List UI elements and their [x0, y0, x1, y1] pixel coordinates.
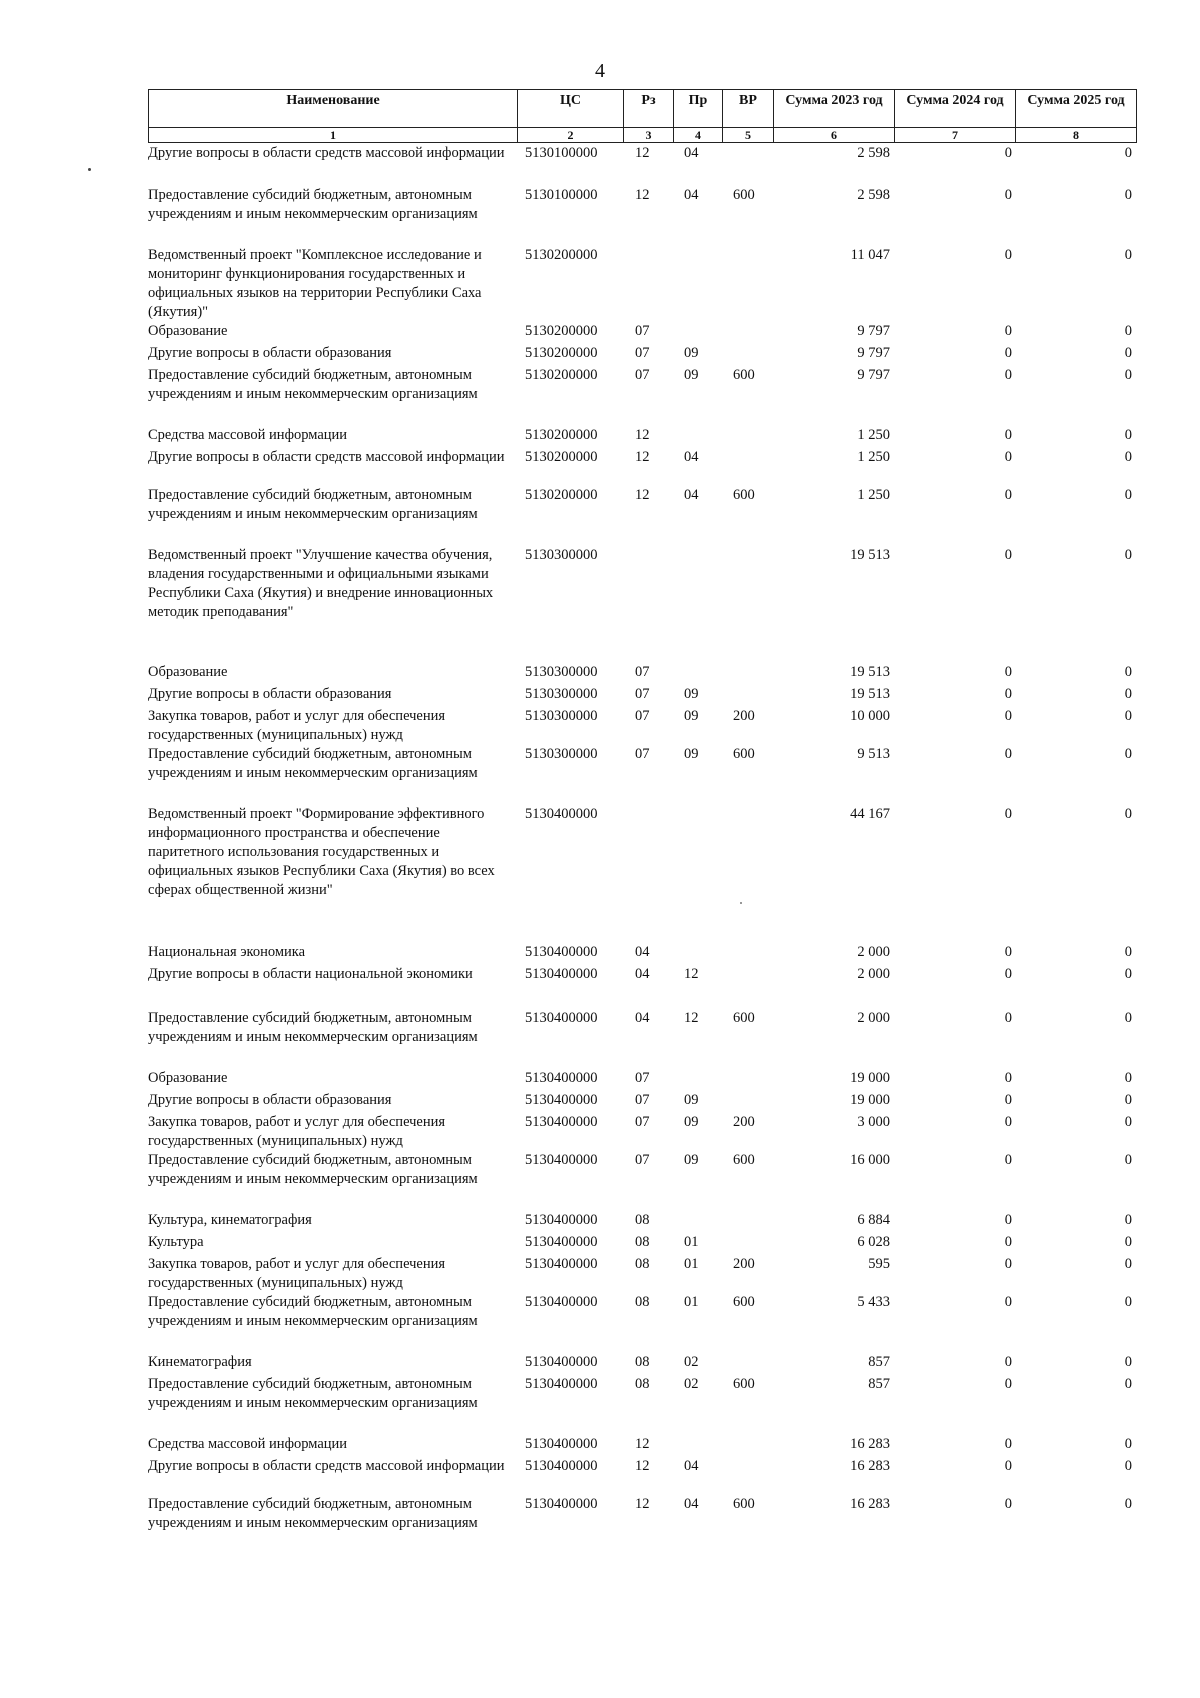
- row-sum-2024: 0: [1004, 686, 1012, 702]
- row-pr: 09: [684, 345, 699, 361]
- row-sum-2023: 19 513: [850, 686, 890, 702]
- row-sum-2024: 0: [1004, 746, 1012, 762]
- row-sum-2023: 44 167: [850, 806, 890, 822]
- row-sum-2023: 11 047: [850, 247, 890, 263]
- row-name: Предоставление субсидий бюджетным, автономным учреждениям и иным некоммерческим организациям: [148, 1496, 478, 1531]
- row-sum-2024: 0: [1004, 345, 1012, 361]
- row-cs: 5130400000: [525, 1376, 598, 1392]
- row-sum-2024: 0: [1004, 547, 1012, 563]
- row-sum-2023: 857: [868, 1354, 890, 1370]
- header-cs: ЦС: [518, 90, 624, 128]
- row-vr: 600: [733, 1496, 755, 1512]
- row-sum-2023: 9 797: [857, 323, 890, 339]
- row-pr: 09: [684, 1152, 699, 1168]
- row-sum-2024: 0: [1004, 449, 1012, 465]
- row-rz: 12: [635, 449, 650, 465]
- row-cs: 5130400000: [525, 1256, 598, 1272]
- row-vr: 600: [733, 1010, 755, 1026]
- row-cs: 5130200000: [525, 323, 598, 339]
- row-sum-2023: 9 513: [857, 746, 890, 762]
- row-sum-2025: 0: [1124, 1354, 1132, 1370]
- header-num: 7: [895, 128, 1016, 143]
- row-sum-2023: 1 250: [857, 487, 890, 503]
- row-sum-2023: 6 884: [857, 1212, 890, 1228]
- row-sum-2025: 0: [1124, 187, 1132, 203]
- header-num: 4: [674, 128, 723, 143]
- row-rz: 04: [635, 944, 650, 960]
- row-rz: 07: [635, 323, 650, 339]
- row-sum-2024: 0: [1004, 1294, 1012, 1310]
- row-name: Другие вопросы в области средств массовой информации: [148, 145, 505, 161]
- row-cs: 5130200000: [525, 449, 598, 465]
- row-sum-2024: 0: [1004, 1114, 1012, 1130]
- table-row: [148, 1211, 1140, 1233]
- row-rz: 08: [635, 1354, 650, 1370]
- row-sum-2024: 0: [1004, 944, 1012, 960]
- row-pr: 09: [684, 367, 699, 383]
- row-rz: 07: [635, 1092, 650, 1108]
- row-sum-2024: 0: [1004, 1256, 1012, 1272]
- row-vr: 600: [733, 367, 755, 383]
- row-name: Культура, кинематография: [148, 1212, 312, 1228]
- row-pr: 12: [684, 966, 699, 982]
- table-row: [148, 1293, 1140, 1331]
- row-sum-2025: 0: [1124, 1234, 1132, 1250]
- row-pr: 01: [684, 1256, 699, 1272]
- row-sum-2025: 0: [1124, 1152, 1132, 1168]
- row-name: Предоставление субсидий бюджетным, автономным учреждениям и иным некоммерческим организациям: [148, 187, 478, 222]
- row-pr: 04: [684, 187, 699, 203]
- header-name: Наименование: [149, 90, 518, 128]
- row-name: Образование: [148, 323, 228, 339]
- table-row: [148, 805, 1140, 921]
- table-row: [148, 663, 1140, 685]
- row-vr: 600: [733, 1152, 755, 1168]
- row-sum-2024: 0: [1004, 1354, 1012, 1370]
- table-row: [148, 1435, 1140, 1457]
- row-cs: 5130400000: [525, 806, 598, 822]
- row-sum-2025: 0: [1124, 1212, 1132, 1228]
- row-sum-2025: 0: [1124, 145, 1132, 161]
- row-name: Другие вопросы в области образования: [148, 345, 392, 361]
- row-name: Другие вопросы в области средств массовой информации: [148, 449, 505, 465]
- row-cs: 5130400000: [525, 1436, 598, 1452]
- table-row: [148, 486, 1140, 524]
- row-cs: 5130300000: [525, 547, 598, 563]
- row-pr: 04: [684, 449, 699, 465]
- row-cs: 5130200000: [525, 247, 598, 263]
- row-sum-2023: 5 433: [857, 1294, 890, 1310]
- row-pr: 09: [684, 1092, 699, 1108]
- row-cs: 5130400000: [525, 1070, 598, 1086]
- row-pr: 04: [684, 145, 699, 161]
- row-cs: 5130400000: [525, 1010, 598, 1026]
- scan-speck: [88, 168, 91, 171]
- row-sum-2025: 0: [1124, 1496, 1132, 1512]
- row-cs: 5130400000: [525, 1496, 598, 1512]
- table-row: [148, 144, 1140, 182]
- header-num: 3: [624, 128, 674, 143]
- row-sum-2023: 16 000: [850, 1152, 890, 1168]
- header-num: 1: [149, 128, 518, 143]
- row-sum-2023: 2 598: [857, 145, 890, 161]
- row-pr: 12: [684, 1010, 699, 1026]
- row-rz: 07: [635, 367, 650, 383]
- row-sum-2025: 0: [1124, 1458, 1132, 1474]
- row-sum-2023: 3 000: [857, 1114, 890, 1130]
- row-rz: 12: [635, 187, 650, 203]
- row-rz: 08: [635, 1256, 650, 1272]
- row-cs: 5130400000: [525, 1294, 598, 1310]
- row-pr: 02: [684, 1376, 699, 1392]
- table-row: [148, 1009, 1140, 1047]
- row-sum-2025: 0: [1124, 427, 1132, 443]
- row-sum-2024: 0: [1004, 1458, 1012, 1474]
- row-name: Предоставление субсидий бюджетным, автономным учреждениям и иным некоммерческим организациям: [148, 367, 478, 402]
- row-sum-2025: 0: [1124, 944, 1132, 960]
- row-sum-2024: 0: [1004, 1092, 1012, 1108]
- row-sum-2023: 16 283: [850, 1496, 890, 1512]
- table-body: [148, 144, 1140, 1533]
- table-row: [148, 426, 1140, 448]
- table-row: [148, 1255, 1140, 1293]
- table-row: [148, 186, 1140, 224]
- table-row: [148, 1457, 1140, 1495]
- row-vr: 600: [733, 187, 755, 203]
- row-name: Ведомственный проект "Комплексное исследование и мониторинг функционирования государственных и официальных языков на территории Республики Саха (Якутия)": [148, 247, 482, 320]
- row-pr: 09: [684, 708, 699, 724]
- row-name: Средства массовой информации: [148, 427, 348, 443]
- table-row: [148, 1151, 1140, 1189]
- table-row: [148, 1113, 1140, 1151]
- table-row: [148, 1233, 1140, 1255]
- row-rz: 12: [635, 487, 650, 503]
- row-rz: 12: [635, 145, 650, 161]
- table-row: [148, 1375, 1140, 1413]
- row-sum-2024: 0: [1004, 1496, 1012, 1512]
- row-rz: 07: [635, 708, 650, 724]
- header-num: 2: [518, 128, 624, 143]
- row-sum-2025: 0: [1124, 686, 1132, 702]
- row-name: Предоставление субсидий бюджетным, автономным учреждениям и иным некоммерческим организациям: [148, 1376, 478, 1411]
- row-name: Другие вопросы в области национальной экономики: [148, 966, 473, 982]
- header-vr: ВР: [723, 90, 774, 128]
- table-row: [148, 1069, 1140, 1091]
- row-rz: 07: [635, 1070, 650, 1086]
- row-name: Образование: [148, 664, 228, 680]
- row-sum-2025: 0: [1124, 345, 1132, 361]
- header-sum-2025: Сумма 2025 год: [1016, 90, 1137, 128]
- table-row: [148, 707, 1140, 745]
- row-sum-2023: 19 000: [850, 1092, 890, 1108]
- row-rz: 12: [635, 1458, 650, 1474]
- header-sum-2024: Сумма 2024 год: [895, 90, 1016, 128]
- row-rz: 12: [635, 1436, 650, 1452]
- row-sum-2023: 16 283: [850, 1436, 890, 1452]
- row-vr: 600: [733, 1294, 755, 1310]
- row-cs: 5130400000: [525, 1152, 598, 1168]
- row-sum-2025: 0: [1124, 449, 1132, 465]
- row-pr: 01: [684, 1294, 699, 1310]
- row-sum-2023: 2 000: [857, 966, 890, 982]
- row-sum-2025: 0: [1124, 367, 1132, 383]
- row-sum-2024: 0: [1004, 1152, 1012, 1168]
- row-sum-2024: 0: [1004, 247, 1012, 263]
- row-rz: 07: [635, 345, 650, 361]
- row-sum-2023: 16 283: [850, 1458, 890, 1474]
- row-sum-2023: 2 000: [857, 1010, 890, 1026]
- row-sum-2024: 0: [1004, 427, 1012, 443]
- row-sum-2023: 19 513: [850, 664, 890, 680]
- row-pr: 04: [684, 1496, 699, 1512]
- row-cs: 5130100000: [525, 187, 598, 203]
- row-sum-2023: 2 598: [857, 187, 890, 203]
- row-name: Кинематография: [148, 1354, 252, 1370]
- row-rz: 07: [635, 1152, 650, 1168]
- row-cs: 5130400000: [525, 1114, 598, 1130]
- row-sum-2025: 0: [1124, 323, 1132, 339]
- row-cs: 5130400000: [525, 1458, 598, 1474]
- row-sum-2025: 0: [1124, 547, 1132, 563]
- row-rz: 04: [635, 1010, 650, 1026]
- table-row: [148, 1091, 1140, 1113]
- row-sum-2025: 0: [1124, 1114, 1132, 1130]
- header-rz: Рз: [624, 90, 674, 128]
- row-rz: 12: [635, 1496, 650, 1512]
- row-rz: 07: [635, 686, 650, 702]
- row-cs: 5130200000: [525, 367, 598, 383]
- row-vr: 200: [733, 1114, 755, 1130]
- row-sum-2024: 0: [1004, 806, 1012, 822]
- row-sum-2024: 0: [1004, 145, 1012, 161]
- row-sum-2025: 0: [1124, 247, 1132, 263]
- row-sum-2024: 0: [1004, 487, 1012, 503]
- row-cs: 5130400000: [525, 944, 598, 960]
- row-name: Средства массовой информации: [148, 1436, 348, 1452]
- row-name: Предоставление субсидий бюджетным, автономным учреждениям и иным некоммерческим организациям: [148, 746, 478, 781]
- row-rz: 08: [635, 1234, 650, 1250]
- row-vr: 600: [733, 746, 755, 762]
- row-name: Предоставление субсидий бюджетным, автономным учреждениям и иным некоммерческим организациям: [148, 1294, 478, 1329]
- row-pr: 02: [684, 1354, 699, 1370]
- table-row: [148, 366, 1140, 404]
- row-cs: 5130200000: [525, 345, 598, 361]
- row-sum-2024: 0: [1004, 1070, 1012, 1086]
- row-sum-2023: 9 797: [857, 367, 890, 383]
- row-rz: 08: [635, 1294, 650, 1310]
- row-sum-2025: 0: [1124, 1256, 1132, 1272]
- row-vr: 200: [733, 1256, 755, 1272]
- row-cs: 5130100000: [525, 145, 598, 161]
- row-cs: 5130300000: [525, 708, 598, 724]
- row-sum-2025: 0: [1124, 487, 1132, 503]
- table-row: [148, 1495, 1140, 1533]
- row-cs: 5130400000: [525, 966, 598, 982]
- row-name: Культура: [148, 1234, 204, 1250]
- row-vr: 200: [733, 708, 755, 724]
- row-vr: 600: [733, 487, 755, 503]
- row-rz: 04: [635, 966, 650, 982]
- row-pr: 04: [684, 487, 699, 503]
- row-sum-2023: 857: [868, 1376, 890, 1392]
- row-sum-2024: 0: [1004, 1010, 1012, 1026]
- table-row: [148, 546, 1140, 641]
- row-sum-2025: 0: [1124, 1070, 1132, 1086]
- row-sum-2023: 1 250: [857, 427, 890, 443]
- row-sum-2024: 0: [1004, 1212, 1012, 1228]
- row-name: Национальная экономика: [148, 944, 306, 960]
- table-row: [148, 943, 1140, 965]
- row-rz: 07: [635, 1114, 650, 1130]
- row-sum-2023: 19 513: [850, 547, 890, 563]
- row-sum-2025: 0: [1124, 1436, 1132, 1452]
- table-header: [148, 89, 1137, 143]
- row-sum-2024: 0: [1004, 323, 1012, 339]
- row-rz: 12: [635, 427, 650, 443]
- row-sum-2023: 1 250: [857, 449, 890, 465]
- row-name: Образование: [148, 1070, 228, 1086]
- row-name: Предоставление субсидий бюджетным, автономным учреждениям и иным некоммерческим организациям: [148, 1152, 478, 1187]
- table-row: [148, 745, 1140, 783]
- table-row: [148, 246, 1140, 322]
- row-cs: 5130400000: [525, 1234, 598, 1250]
- table-row: [148, 322, 1140, 344]
- row-cs: 5130200000: [525, 487, 598, 503]
- row-sum-2024: 0: [1004, 1436, 1012, 1452]
- row-sum-2024: 0: [1004, 664, 1012, 680]
- row-pr: 04: [684, 1458, 699, 1474]
- row-name: Другие вопросы в области средств массовой информации: [148, 1458, 505, 1474]
- row-sum-2023: 19 000: [850, 1070, 890, 1086]
- row-sum-2025: 0: [1124, 664, 1132, 680]
- table-row: [148, 685, 1140, 707]
- header-num: 5: [723, 128, 774, 143]
- row-name: Предоставление субсидий бюджетным, автономным учреждениям и иным некоммерческим организациям: [148, 487, 478, 522]
- row-name: Другие вопросы в области образования: [148, 1092, 392, 1108]
- row-sum-2025: 0: [1124, 1010, 1132, 1026]
- header-num: 6: [774, 128, 895, 143]
- scan-speck: [740, 902, 742, 904]
- header-sum-2023: Сумма 2023 год: [774, 90, 895, 128]
- row-sum-2024: 0: [1004, 1234, 1012, 1250]
- row-sum-2024: 0: [1004, 966, 1012, 982]
- row-sum-2025: 0: [1124, 966, 1132, 982]
- row-cs: 5130300000: [525, 686, 598, 702]
- row-sum-2024: 0: [1004, 367, 1012, 383]
- row-sum-2023: 10 000: [850, 708, 890, 724]
- row-sum-2025: 0: [1124, 806, 1132, 822]
- row-cs: 5130300000: [525, 746, 598, 762]
- row-cs: 5130400000: [525, 1092, 598, 1108]
- row-cs: 5130400000: [525, 1354, 598, 1370]
- row-pr: 09: [684, 686, 699, 702]
- row-cs: 5130400000: [525, 1212, 598, 1228]
- row-name: Закупка товаров, работ и услуг для обеспечения государственных (муниципальных) нужд: [148, 1256, 446, 1291]
- row-name: Ведомственный проект "Улучшение качества обучения, владения государственными и официальными языками Республики Саха (Якутия) и внедрение инновационных методик преподавания": [148, 547, 494, 620]
- row-sum-2024: 0: [1004, 708, 1012, 724]
- row-sum-2024: 0: [1004, 1376, 1012, 1392]
- row-rz: 07: [635, 746, 650, 762]
- table-row: [148, 448, 1140, 486]
- row-cs: 5130200000: [525, 427, 598, 443]
- row-rz: 08: [635, 1376, 650, 1392]
- row-sum-2023: 2 000: [857, 944, 890, 960]
- row-sum-2025: 0: [1124, 1376, 1132, 1392]
- row-sum-2023: 595: [868, 1256, 890, 1272]
- row-pr: 09: [684, 746, 699, 762]
- row-sum-2025: 0: [1124, 1092, 1132, 1108]
- header-pr: Пр: [674, 90, 723, 128]
- header-num: 8: [1016, 128, 1137, 143]
- row-sum-2025: 0: [1124, 708, 1132, 724]
- row-sum-2023: 6 028: [857, 1234, 890, 1250]
- page-number: 4: [595, 60, 605, 82]
- row-rz: 07: [635, 664, 650, 680]
- row-name: Закупка товаров, работ и услуг для обеспечения государственных (муниципальных) нужд: [148, 1114, 446, 1149]
- row-pr: 09: [684, 1114, 699, 1130]
- row-name: Предоставление субсидий бюджетным, автономным учреждениям и иным некоммерческим организациям: [148, 1010, 478, 1045]
- row-vr: 600: [733, 1376, 755, 1392]
- row-cs: 5130300000: [525, 664, 598, 680]
- row-name: Другие вопросы в области образования: [148, 686, 392, 702]
- row-rz: 08: [635, 1212, 650, 1228]
- row-sum-2023: 9 797: [857, 345, 890, 361]
- row-sum-2024: 0: [1004, 187, 1012, 203]
- table-row: [148, 344, 1140, 366]
- table-row: [148, 1353, 1140, 1375]
- table-row: [148, 965, 1140, 987]
- row-pr: 01: [684, 1234, 699, 1250]
- row-name: Закупка товаров, работ и услуг для обеспечения государственных (муниципальных) нужд: [148, 708, 446, 743]
- row-name: Ведомственный проект "Формирование эффективного информационного пространства и обеспечение паритетного использования государственных и официальных языков Республики Саха (Якутия) во всех сферах общественной жизни": [148, 806, 495, 898]
- row-sum-2025: 0: [1124, 1294, 1132, 1310]
- row-sum-2025: 0: [1124, 746, 1132, 762]
